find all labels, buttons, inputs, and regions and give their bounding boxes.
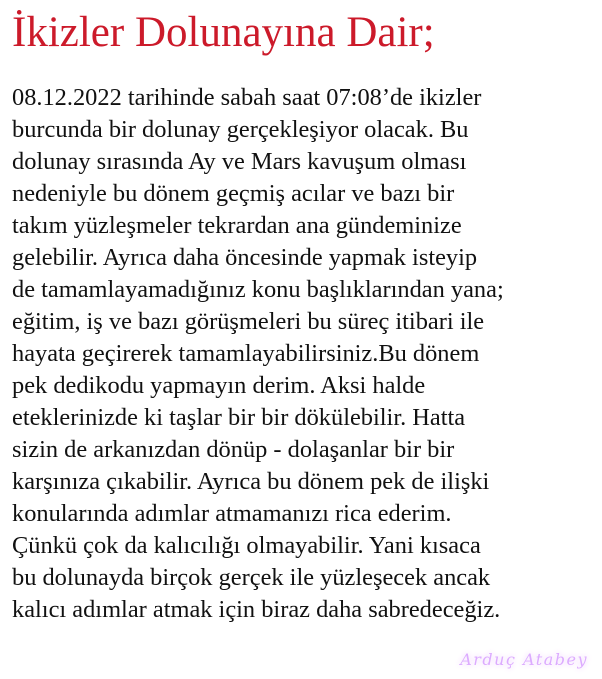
text-line: de tamamlayamadığınız konu başlıklarından yana; — [12, 276, 504, 303]
text-line: Çünkü çok da kalıcılığı olmayabilir. Yani kısaca — [12, 532, 481, 559]
text-line: gelebilir. Ayrıca daha öncesinde yapmak isteyip — [12, 244, 478, 271]
text-line: 08.12.2022 tarihinde sabah saat 07:08’de ikizler — [12, 84, 482, 111]
text-line: sizin de arkanızdan dönüp - dolaşanlar bir bir — [12, 436, 455, 463]
text-line: takım yüzleşmeler tekrardan ana gündeminize — [12, 212, 462, 239]
text-line: kalıcı adımlar atmak için biraz daha sabredeceğiz. — [12, 596, 501, 623]
text-line: burcunda bir dolunay gerçekleşiyor olacak. Bu — [12, 116, 469, 143]
text-line: bu dolunayda birçok gerçek ile yüzleşecek ancak — [12, 564, 491, 591]
text-line: konularında adımlar atmamanızı rica ederim. — [12, 500, 452, 527]
text-line: eğitim, iş ve bazı görüşmeleri bu süreç itibari ile — [12, 308, 485, 335]
author-watermark: Arduç Atabey — [460, 650, 588, 669]
text-line: pek dedikodu yapmayın derim. Aksi halde — [12, 372, 426, 399]
article-body — [12, 82, 598, 626]
text-line: karşınıza çıkabilir. Ayrıca bu dönem pek de ilişki — [12, 468, 490, 495]
text-line: nedeniyle bu dönem geçmiş acılar ve bazı bir — [12, 180, 455, 207]
page-title: İkizler Dolunayına Dair; — [12, 9, 435, 56]
text-line: hayata geçirerek tamamlayabilirsiniz.Bu dönem — [12, 340, 480, 367]
text-line: dolunay sırasında Ay ve Mars kavuşum olması — [12, 148, 467, 175]
text-line: eteklerinizde ki taşlar bir bir dökülebilir. Hatta — [12, 404, 466, 431]
